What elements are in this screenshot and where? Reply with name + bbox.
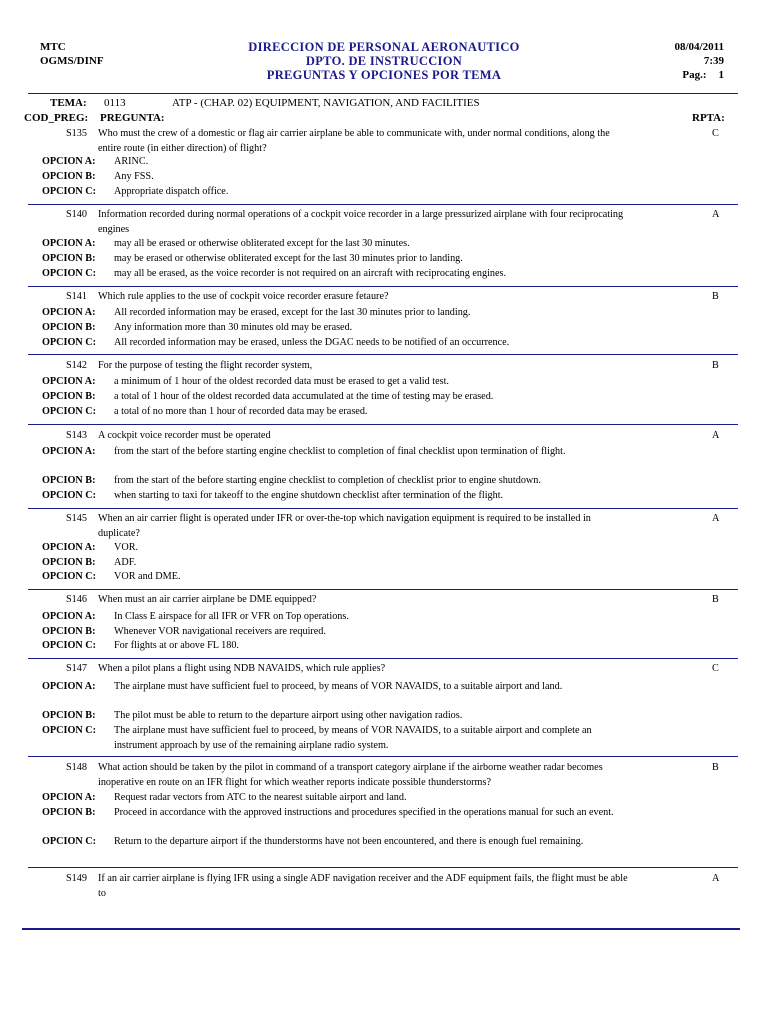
question-code: S143	[66, 430, 87, 441]
page-label: Pag.:	[682, 69, 707, 81]
question-text: For the purpose of testing the flight recorder system,	[98, 360, 313, 371]
option-text: a total of 1 hour of the oldest recorded data accumulated at the time of testing may be erased.	[114, 391, 494, 402]
question-code: S141	[66, 291, 87, 302]
question-code: S135	[66, 128, 87, 139]
report-date: 08/04/2011	[674, 41, 724, 53]
question-code: S142	[66, 360, 87, 371]
question-answer: C	[712, 663, 719, 674]
option-text: Any FSS.	[114, 171, 154, 182]
tema-code: 0113	[104, 97, 126, 109]
question-text: Who must the crew of a domestic or flag air carrier airplane be able to communicate with, under normal conditions, along the entire route (in either direction) of flight?	[98, 128, 610, 154]
option-text: from the start of the before starting engine checklist to completion of checklist prior to engine shutdown.	[114, 475, 541, 486]
question-divider	[28, 286, 738, 287]
tema-label: TEMA:	[50, 97, 87, 109]
question-divider	[28, 424, 738, 425]
option-label: OPCION C:	[42, 406, 97, 417]
option-text: may all be erased or otherwise obliterated except for the last 30 minutes.	[114, 238, 410, 249]
question-divider	[28, 204, 738, 205]
option-label: OPCION C:	[42, 337, 97, 348]
option-label: OPCION C:	[42, 186, 97, 197]
option-text: All recorded information may be erased, except for the last 30 minutes prior to landing.	[114, 307, 471, 318]
option-text: Appropriate dispatch office.	[114, 186, 229, 197]
question-code: S146	[66, 594, 87, 605]
question-divider	[28, 658, 738, 659]
question-divider	[28, 867, 738, 868]
option-label: OPCION C:	[42, 725, 97, 736]
question-answer: A	[712, 873, 720, 884]
question-text: Information recorded during normal operations of a cockpit voice recorder in a large pressurized airplane with four reciprocating engines	[98, 209, 624, 235]
option-text: Whenever VOR navigational receivers are required.	[114, 626, 326, 637]
question-divider	[28, 589, 738, 590]
option-label: OPCION B:	[42, 475, 96, 486]
title-line-2: DPTO. DE INSTRUCCION	[305, 54, 463, 68]
option-text: The pilot must be able to return to the departure airport using other navigation radios.	[114, 710, 463, 721]
option-text: Any information more than 30 minutes old may be erased.	[114, 322, 353, 333]
pregunta-label: PREGUNTA:	[100, 112, 165, 124]
question-text: If an air carrier airplane is flying IFR using a single ADF navigation receiver and the ADF equipment fails, the flight must be able to	[98, 873, 628, 899]
question-answer: A	[712, 209, 720, 220]
option-label: OPCION C:	[42, 571, 97, 582]
footer-divider	[22, 928, 740, 930]
option-label: OPCION B:	[42, 710, 96, 721]
question-answer: C	[712, 128, 719, 139]
option-label: OPCION B:	[42, 391, 96, 402]
question-answer: B	[712, 594, 719, 605]
question-code: S145	[66, 513, 87, 524]
question-text: What action should be taken by the pilot in command of a transport category airplane if the airborne weather radar becomes inoperative en route on an IFR flight for which weather reports indicate possible thunderstorms?	[98, 762, 603, 788]
option-label: OPCION C:	[42, 836, 97, 847]
page-number: 1	[718, 69, 724, 81]
question-code: S147	[66, 663, 87, 674]
option-label: OPCION A:	[42, 307, 96, 318]
question-text: When must an air carrier airplane be DME equipped?	[98, 594, 317, 605]
question-divider	[28, 756, 738, 757]
option-label: OPCION A:	[42, 376, 96, 387]
question-code: S148	[66, 762, 87, 773]
option-label: OPCION B:	[42, 322, 96, 333]
header-title	[0, 40, 768, 82]
question-text: When a pilot plans a flight using NDB NAVAIDS, which rule applies?	[98, 663, 386, 674]
option-text: may be erased or otherwise obliterated except for the last 30 minutes prior to landing.	[114, 253, 463, 264]
question-code: S149	[66, 873, 87, 884]
question-code: S140	[66, 209, 87, 220]
tema-title: ATP - (CHAP. 02) EQUIPMENT, NAVIGATION, AND FACILITIES	[172, 97, 480, 109]
title-line-1: DIRECCION DE PERSONAL AERONAUTICO	[248, 40, 520, 54]
page-indicator	[674, 68, 724, 82]
option-text: All recorded information may be erased, unless the DGAC needs to be notified of an occurrence.	[114, 337, 510, 348]
option-label: OPCION A:	[42, 681, 96, 692]
dept-code: OGMS/DINF	[40, 55, 104, 67]
option-label: OPCION B:	[42, 557, 96, 568]
report-time: 7:39	[703, 55, 724, 67]
option-label: OPCION A:	[42, 446, 96, 457]
org-code: MTC	[40, 41, 66, 53]
option-text: VOR.	[114, 542, 139, 553]
option-label: OPCION C:	[42, 640, 97, 651]
cod-preg-label: COD_PREG:	[24, 112, 89, 124]
option-label: OPCION A:	[42, 792, 96, 803]
option-text: Proceed in accordance with the approved instructions and procedures specified in the operations manual for such an event.	[114, 807, 614, 818]
option-text: VOR and DME.	[114, 571, 181, 582]
header-divider	[28, 93, 738, 94]
title-line-3: PREGUNTAS Y OPCIONES POR TEMA	[266, 68, 502, 82]
question-answer: B	[712, 360, 719, 371]
option-text: when starting to taxi for takeoff to the engine shutdown checklist after termination of the flight.	[114, 490, 504, 501]
question-text: A cockpit voice recorder must be operated	[98, 430, 271, 441]
question-divider	[28, 508, 738, 509]
option-text: The airplane must have sufficient fuel to proceed, by means of VOR NAVAIDS, to a suitable airport and complete an instrument approach by use of the remaining airplane radio system.	[114, 725, 592, 751]
option-text: from the start of the before starting engine checklist to completion of final checklist upon termination of flight.	[114, 446, 566, 457]
question-text: Which rule applies to the use of cockpit voice recorder erasure fetaure?	[98, 291, 389, 302]
option-text: In Class E airspace for all IFR or VFR on Top operations.	[114, 611, 349, 622]
option-label: OPCION A:	[42, 156, 96, 167]
option-label: OPCION B:	[42, 626, 96, 637]
option-text: a total of no more than 1 hour of recorded data may be erased.	[114, 406, 368, 417]
option-label: OPCION A:	[42, 542, 96, 553]
option-text: ADF.	[114, 557, 137, 568]
option-label: OPCION B:	[42, 171, 96, 182]
option-text: Return to the departure airport if the thunderstorms have not been encountered, and there is enough fuel remaining.	[114, 836, 584, 847]
option-label: OPCION C:	[42, 490, 97, 501]
question-answer: B	[712, 291, 719, 302]
option-text: The airplane must have sufficient fuel to proceed, by means of VOR NAVAIDS, to a suitable airport and land.	[114, 681, 563, 692]
header-right	[674, 40, 724, 82]
question-answer: A	[712, 430, 720, 441]
question-divider	[28, 354, 738, 355]
option-label: OPCION A:	[42, 611, 96, 622]
question-answer: A	[712, 513, 720, 524]
option-text: Request radar vectors from ATC to the nearest suitable airport and land.	[114, 792, 407, 803]
option-text: a minimum of 1 hour of the oldest recorded data must be erased to get a valid test.	[114, 376, 449, 387]
option-label: OPCION B:	[42, 807, 96, 818]
rpta-label: RPTA:	[692, 112, 725, 124]
option-text: For flights at or above FL 180.	[114, 640, 239, 651]
option-text: may all be erased, as the voice recorder is not required on an aircraft with reciprocating engines.	[114, 268, 507, 279]
option-text: ARINC.	[114, 156, 149, 167]
option-label: OPCION B:	[42, 253, 96, 264]
option-label: OPCION A:	[42, 238, 96, 249]
option-label: OPCION C:	[42, 268, 97, 279]
question-text: When an air carrier flight is operated under IFR or over-the-top which navigation equipment is required to be installed in duplicate?	[98, 513, 591, 539]
question-answer: B	[712, 762, 719, 773]
